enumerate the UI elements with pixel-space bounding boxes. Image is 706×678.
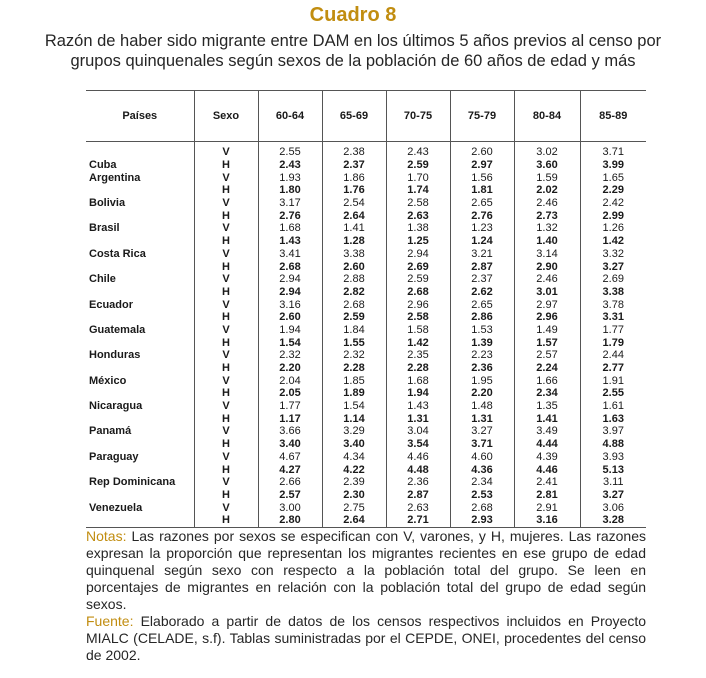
- value-cell: 3.66: [258, 425, 322, 438]
- value-cell: 2.34: [514, 387, 580, 400]
- value-cell: 1.74: [386, 184, 450, 197]
- value-cell: 2.65: [450, 197, 514, 210]
- sex-cell: V: [194, 171, 258, 184]
- value-cell: 3.28: [580, 514, 646, 527]
- value-cell: 1.42: [580, 235, 646, 248]
- value-cell: 1.93: [258, 171, 322, 184]
- sex-cell: V: [194, 476, 258, 489]
- value-cell: 1.94: [258, 324, 322, 337]
- value-cell: 3.00: [258, 501, 322, 514]
- value-cell: 4.88: [580, 438, 646, 451]
- country-cell: [86, 387, 194, 400]
- country-cell: [86, 260, 194, 273]
- value-cell: 2.81: [514, 489, 580, 502]
- sex-cell: V: [194, 374, 258, 387]
- value-cell: 1.54: [322, 400, 386, 413]
- value-cell: 1.39: [450, 336, 514, 349]
- value-cell: 2.36: [450, 362, 514, 375]
- value-cell: 4.27: [258, 463, 322, 476]
- header-80-84: 80-84: [514, 91, 580, 142]
- value-cell: 1.56: [450, 171, 514, 184]
- value-cell: 3.71: [580, 142, 646, 159]
- table-row: [86, 311, 646, 324]
- country-cell: Panamá: [89, 425, 132, 438]
- value-cell: 3.99: [580, 159, 646, 172]
- value-cell: 2.94: [258, 286, 322, 299]
- value-cell: 2.37: [322, 159, 386, 172]
- value-cell: 2.42: [580, 197, 646, 210]
- value-cell: 3.02: [514, 142, 580, 159]
- value-cell: 2.65: [450, 298, 514, 311]
- value-cell: 2.99: [580, 209, 646, 222]
- value-cell: 3.17: [258, 197, 322, 210]
- table-row: [86, 171, 646, 184]
- value-cell: 2.87: [450, 260, 514, 273]
- value-cell: 3.38: [322, 248, 386, 261]
- country-cell: [86, 142, 194, 159]
- country-cell: México: [89, 374, 127, 387]
- value-cell: 2.75: [322, 501, 386, 514]
- country-cell: [86, 286, 194, 299]
- sex-cell: V: [194, 425, 258, 438]
- value-cell: 1.77: [258, 400, 322, 413]
- value-cell: 2.44: [580, 349, 646, 362]
- value-cell: 2.41: [514, 476, 580, 489]
- value-cell: 2.97: [514, 298, 580, 311]
- value-cell: 3.16: [258, 298, 322, 311]
- country-cell: Honduras: [89, 349, 141, 362]
- sex-cell: V: [194, 298, 258, 311]
- value-cell: 2.55: [580, 387, 646, 400]
- value-cell: 2.55: [258, 142, 322, 159]
- value-cell: 3.29: [322, 425, 386, 438]
- sex-cell: V: [194, 197, 258, 210]
- table-row: [86, 209, 646, 222]
- value-cell: 1.48: [450, 400, 514, 413]
- subtitle-line-2: grupos quinquenales según sexos de la población de 60 años de edad y más: [70, 52, 636, 70]
- value-cell: 2.91: [514, 501, 580, 514]
- value-cell: 2.73: [514, 209, 580, 222]
- value-cell: 3.60: [514, 159, 580, 172]
- country-cell: [86, 235, 194, 248]
- value-cell: 2.94: [258, 273, 322, 286]
- value-cell: 2.63: [386, 209, 450, 222]
- value-cell: 2.76: [258, 209, 322, 222]
- sex-cell: H: [194, 260, 258, 273]
- sex-cell: V: [194, 501, 258, 514]
- value-cell: 3.14: [514, 248, 580, 261]
- table-row: [86, 184, 646, 197]
- value-cell: 2.58: [386, 311, 450, 324]
- value-cell: 3.27: [580, 260, 646, 273]
- sex-cell: H: [194, 184, 258, 197]
- value-cell: 4.46: [386, 451, 450, 464]
- header-sexo: Sexo: [194, 91, 258, 142]
- source-text: Elaborado a partir de datos de los censos respectivos incluidos en Proyecto MIALC (CELADE, s.f). Tablas suministradas por el CEPDE, ONEI, procedentes del censo de 2002.: [86, 613, 646, 663]
- data-table-container: [86, 90, 646, 528]
- value-cell: 2.97: [450, 159, 514, 172]
- value-cell: 3.93: [580, 451, 646, 464]
- table-row: [86, 476, 646, 489]
- header-70-75: 70-75: [386, 91, 450, 142]
- value-cell: 2.04: [258, 374, 322, 387]
- country-cell: [86, 209, 194, 222]
- value-cell: 4.67: [258, 451, 322, 464]
- value-cell: 2.57: [258, 489, 322, 502]
- value-cell: 2.46: [514, 273, 580, 286]
- notes-block: [86, 528, 646, 664]
- country-cell: Bolivia: [89, 197, 126, 210]
- value-cell: 2.63: [386, 501, 450, 514]
- table-row: [86, 273, 646, 286]
- table-row: [86, 514, 646, 527]
- value-cell: 2.43: [258, 159, 322, 172]
- value-cell: 1.58: [386, 324, 450, 337]
- value-cell: 2.69: [580, 273, 646, 286]
- value-cell: 2.59: [322, 311, 386, 324]
- value-cell: 3.01: [514, 286, 580, 299]
- country-cell: [86, 336, 194, 349]
- value-cell: 3.27: [450, 425, 514, 438]
- value-cell: 4.39: [514, 451, 580, 464]
- sex-cell: V: [194, 349, 258, 362]
- header-60-64: 60-64: [258, 91, 322, 142]
- sex-cell: H: [194, 311, 258, 324]
- value-cell: 1.81: [450, 184, 514, 197]
- value-cell: 3.41: [258, 248, 322, 261]
- value-cell: 2.53: [450, 489, 514, 502]
- value-cell: 4.48: [386, 463, 450, 476]
- value-cell: 2.39: [322, 476, 386, 489]
- value-cell: 1.68: [386, 374, 450, 387]
- value-cell: 1.41: [514, 412, 580, 425]
- value-cell: 1.42: [386, 336, 450, 349]
- sex-cell: H: [194, 159, 258, 172]
- sex-cell: V: [194, 451, 258, 464]
- notes-paragraph: [86, 528, 646, 613]
- table-row: [86, 260, 646, 273]
- country-cell: Brasil: [89, 222, 120, 235]
- table-row: [86, 298, 646, 311]
- value-cell: 3.27: [580, 489, 646, 502]
- value-cell: 2.64: [322, 514, 386, 527]
- value-cell: 3.54: [386, 438, 450, 451]
- value-cell: 4.44: [514, 438, 580, 451]
- value-cell: 2.87: [386, 489, 450, 502]
- value-cell: 3.06: [580, 501, 646, 514]
- value-cell: 1.41: [322, 222, 386, 235]
- table-row: [86, 286, 646, 299]
- value-cell: 2.36: [386, 476, 450, 489]
- value-cell: 3.31: [580, 311, 646, 324]
- value-cell: 1.14: [322, 412, 386, 425]
- table-row: [86, 489, 646, 502]
- value-cell: 1.43: [258, 235, 322, 248]
- value-cell: 2.94: [386, 248, 450, 261]
- sex-cell: H: [194, 387, 258, 400]
- value-cell: 2.29: [580, 184, 646, 197]
- value-cell: 2.20: [258, 362, 322, 375]
- value-cell: 1.76: [322, 184, 386, 197]
- value-cell: 3.38: [580, 286, 646, 299]
- value-cell: 2.71: [386, 514, 450, 527]
- value-cell: 2.28: [322, 362, 386, 375]
- value-cell: 5.13: [580, 463, 646, 476]
- notes-label: Notas:: [86, 528, 127, 544]
- sex-cell: V: [194, 142, 258, 159]
- country-cell: [86, 438, 194, 451]
- value-cell: 1.35: [514, 400, 580, 413]
- sex-cell: H: [194, 362, 258, 375]
- sex-cell: H: [194, 412, 258, 425]
- country-cell: Argentina: [89, 171, 141, 184]
- value-cell: 4.36: [450, 463, 514, 476]
- value-cell: 2.59: [386, 273, 450, 286]
- value-cell: 1.38: [386, 222, 450, 235]
- value-cell: 3.97: [580, 425, 646, 438]
- value-cell: 2.24: [514, 362, 580, 375]
- table-row: [86, 451, 646, 464]
- country-cell: Paraguay: [89, 450, 139, 463]
- value-cell: 1.94: [386, 387, 450, 400]
- value-cell: 2.96: [386, 298, 450, 311]
- table-row: [86, 235, 646, 248]
- value-cell: 2.93: [450, 514, 514, 527]
- country-cell: [86, 412, 194, 425]
- header-75-79: 75-79: [450, 91, 514, 142]
- value-cell: 2.46: [514, 197, 580, 210]
- value-cell: 2.05: [258, 387, 322, 400]
- value-cell: 2.38: [322, 142, 386, 159]
- value-cell: 2.60: [322, 260, 386, 273]
- value-cell: 2.30: [322, 489, 386, 502]
- value-cell: 1.84: [322, 324, 386, 337]
- value-cell: 3.40: [258, 438, 322, 451]
- value-cell: 1.77: [580, 324, 646, 337]
- subtitle-line-1: Razón de haber sido migrante entre DAM en los últimos 5 años previos al censo por: [44, 32, 662, 50]
- value-cell: 4.46: [514, 463, 580, 476]
- value-cell: 3.40: [322, 438, 386, 451]
- value-cell: 1.43: [386, 400, 450, 413]
- value-cell: 2.43: [386, 142, 450, 159]
- value-cell: 1.31: [386, 412, 450, 425]
- country-cell: [86, 489, 194, 502]
- value-cell: 3.49: [514, 425, 580, 438]
- sex-cell: H: [194, 489, 258, 502]
- sex-cell: H: [194, 514, 258, 527]
- country-cell: [86, 463, 194, 476]
- table-row: [86, 501, 646, 514]
- sex-cell: H: [194, 235, 258, 248]
- value-cell: 1.49: [514, 324, 580, 337]
- value-cell: 2.64: [322, 209, 386, 222]
- value-cell: 2.32: [322, 349, 386, 362]
- value-cell: 2.80: [258, 514, 322, 527]
- value-cell: 1.65: [580, 171, 646, 184]
- table-row: [86, 222, 646, 235]
- value-cell: 2.60: [258, 311, 322, 324]
- value-cell: 2.68: [450, 501, 514, 514]
- value-cell: 3.11: [580, 476, 646, 489]
- table-row: [86, 387, 646, 400]
- value-cell: 2.88: [322, 273, 386, 286]
- source-label: Fuente:: [86, 613, 134, 629]
- value-cell: 2.69: [386, 260, 450, 273]
- value-cell: 3.04: [386, 425, 450, 438]
- table-row: [86, 374, 646, 387]
- notes-text: Las razones por sexos se especifican con V, varones, y H, mujeres. Las razones expresan la proporción que representan los migrantes recientes en ese grupo de edad quinquenal según sexo con respecto a la población total del grupo. Se leen en porcentajes de migrantes en relación con la población total del grupo de edad según sexos.: [86, 528, 646, 612]
- value-cell: 1.55: [322, 336, 386, 349]
- value-cell: 2.35: [386, 349, 450, 362]
- country-cell: Costa Rica: [89, 247, 146, 260]
- value-cell: 1.31: [450, 412, 514, 425]
- country-cell: Chile: [89, 273, 116, 286]
- sex-cell: V: [194, 248, 258, 261]
- header-paises: Países: [86, 91, 194, 142]
- value-cell: 1.70: [386, 171, 450, 184]
- value-cell: 1.86: [322, 171, 386, 184]
- value-cell: 1.53: [450, 324, 514, 337]
- value-cell: 1.91: [580, 374, 646, 387]
- value-cell: 1.25: [386, 235, 450, 248]
- value-cell: 2.96: [514, 311, 580, 324]
- value-cell: 2.60: [450, 142, 514, 159]
- value-cell: 2.02: [514, 184, 580, 197]
- table-row: [86, 248, 646, 261]
- table-title: Cuadro 8: [309, 4, 397, 26]
- value-cell: 1.54: [258, 336, 322, 349]
- value-cell: 4.60: [450, 451, 514, 464]
- value-cell: 2.68: [322, 298, 386, 311]
- table-row: [86, 438, 646, 451]
- table-row: [86, 324, 646, 337]
- table-row: [86, 336, 646, 349]
- value-cell: 4.22: [322, 463, 386, 476]
- value-cell: 1.28: [322, 235, 386, 248]
- sex-cell: H: [194, 438, 258, 451]
- value-cell: 2.86: [450, 311, 514, 324]
- country-cell: Nicaragua: [89, 400, 143, 413]
- value-cell: 3.32: [580, 248, 646, 261]
- table-subtitle: [0, 31, 706, 71]
- table-row: [86, 142, 646, 159]
- value-cell: 1.66: [514, 374, 580, 387]
- table-row: [86, 412, 646, 425]
- value-cell: 1.85: [322, 374, 386, 387]
- value-cell: 2.66: [258, 476, 322, 489]
- value-cell: 2.59: [386, 159, 450, 172]
- table-row: [86, 400, 646, 413]
- country-cell: [86, 184, 194, 197]
- value-cell: 1.80: [258, 184, 322, 197]
- value-cell: 3.21: [450, 248, 514, 261]
- value-cell: 2.90: [514, 260, 580, 273]
- sex-cell: V: [194, 222, 258, 235]
- value-cell: 2.77: [580, 362, 646, 375]
- value-cell: 1.17: [258, 412, 322, 425]
- value-cell: 2.57: [514, 349, 580, 362]
- value-cell: 1.40: [514, 235, 580, 248]
- value-cell: 1.89: [322, 387, 386, 400]
- value-cell: 2.68: [386, 286, 450, 299]
- country-cell: Guatemala: [89, 323, 146, 336]
- migration-ratio-table: [86, 90, 646, 528]
- country-cell: [86, 514, 194, 527]
- country-cell: Cuba: [89, 159, 117, 172]
- country-cell: [86, 311, 194, 324]
- country-cell: Venezuela: [89, 501, 143, 514]
- sex-cell: H: [194, 336, 258, 349]
- sex-cell: V: [194, 324, 258, 337]
- value-cell: 1.26: [580, 222, 646, 235]
- value-cell: 4.34: [322, 451, 386, 464]
- sex-cell: H: [194, 286, 258, 299]
- value-cell: 2.82: [322, 286, 386, 299]
- table-row: [86, 159, 646, 172]
- table-body: [86, 142, 646, 528]
- header-85-89: 85-89: [580, 91, 646, 142]
- value-cell: 3.71: [450, 438, 514, 451]
- table-row: [86, 362, 646, 375]
- sex-cell: V: [194, 400, 258, 413]
- value-cell: 2.76: [450, 209, 514, 222]
- value-cell: 2.62: [450, 286, 514, 299]
- value-cell: 1.61: [580, 400, 646, 413]
- country-cell: Rep Dominicana: [89, 476, 176, 489]
- header-65-69: 65-69: [322, 91, 386, 142]
- table-row: [86, 197, 646, 210]
- value-cell: 1.57: [514, 336, 580, 349]
- value-cell: 2.37: [450, 273, 514, 286]
- sex-cell: V: [194, 273, 258, 286]
- table-row: [86, 463, 646, 476]
- value-cell: 2.68: [258, 260, 322, 273]
- value-cell: 3.16: [514, 514, 580, 527]
- value-cell: 1.63: [580, 412, 646, 425]
- table-row: [86, 425, 646, 438]
- country-cell: [86, 362, 194, 375]
- value-cell: 1.59: [514, 171, 580, 184]
- value-cell: 2.34: [450, 476, 514, 489]
- sex-cell: H: [194, 463, 258, 476]
- table-row: [86, 349, 646, 362]
- value-cell: 2.23: [450, 349, 514, 362]
- value-cell: 1.68: [258, 222, 322, 235]
- country-cell: Ecuador: [89, 298, 134, 311]
- value-cell: 2.58: [386, 197, 450, 210]
- value-cell: 2.28: [386, 362, 450, 375]
- value-cell: 1.79: [580, 336, 646, 349]
- value-cell: 3.78: [580, 298, 646, 311]
- header-row: [86, 91, 646, 142]
- value-cell: 1.95: [450, 374, 514, 387]
- value-cell: 1.32: [514, 222, 580, 235]
- value-cell: 2.20: [450, 387, 514, 400]
- sex-cell: H: [194, 209, 258, 222]
- value-cell: 2.32: [258, 349, 322, 362]
- value-cell: 2.54: [322, 197, 386, 210]
- value-cell: 1.24: [450, 235, 514, 248]
- value-cell: 1.23: [450, 222, 514, 235]
- source-paragraph: [86, 613, 646, 664]
